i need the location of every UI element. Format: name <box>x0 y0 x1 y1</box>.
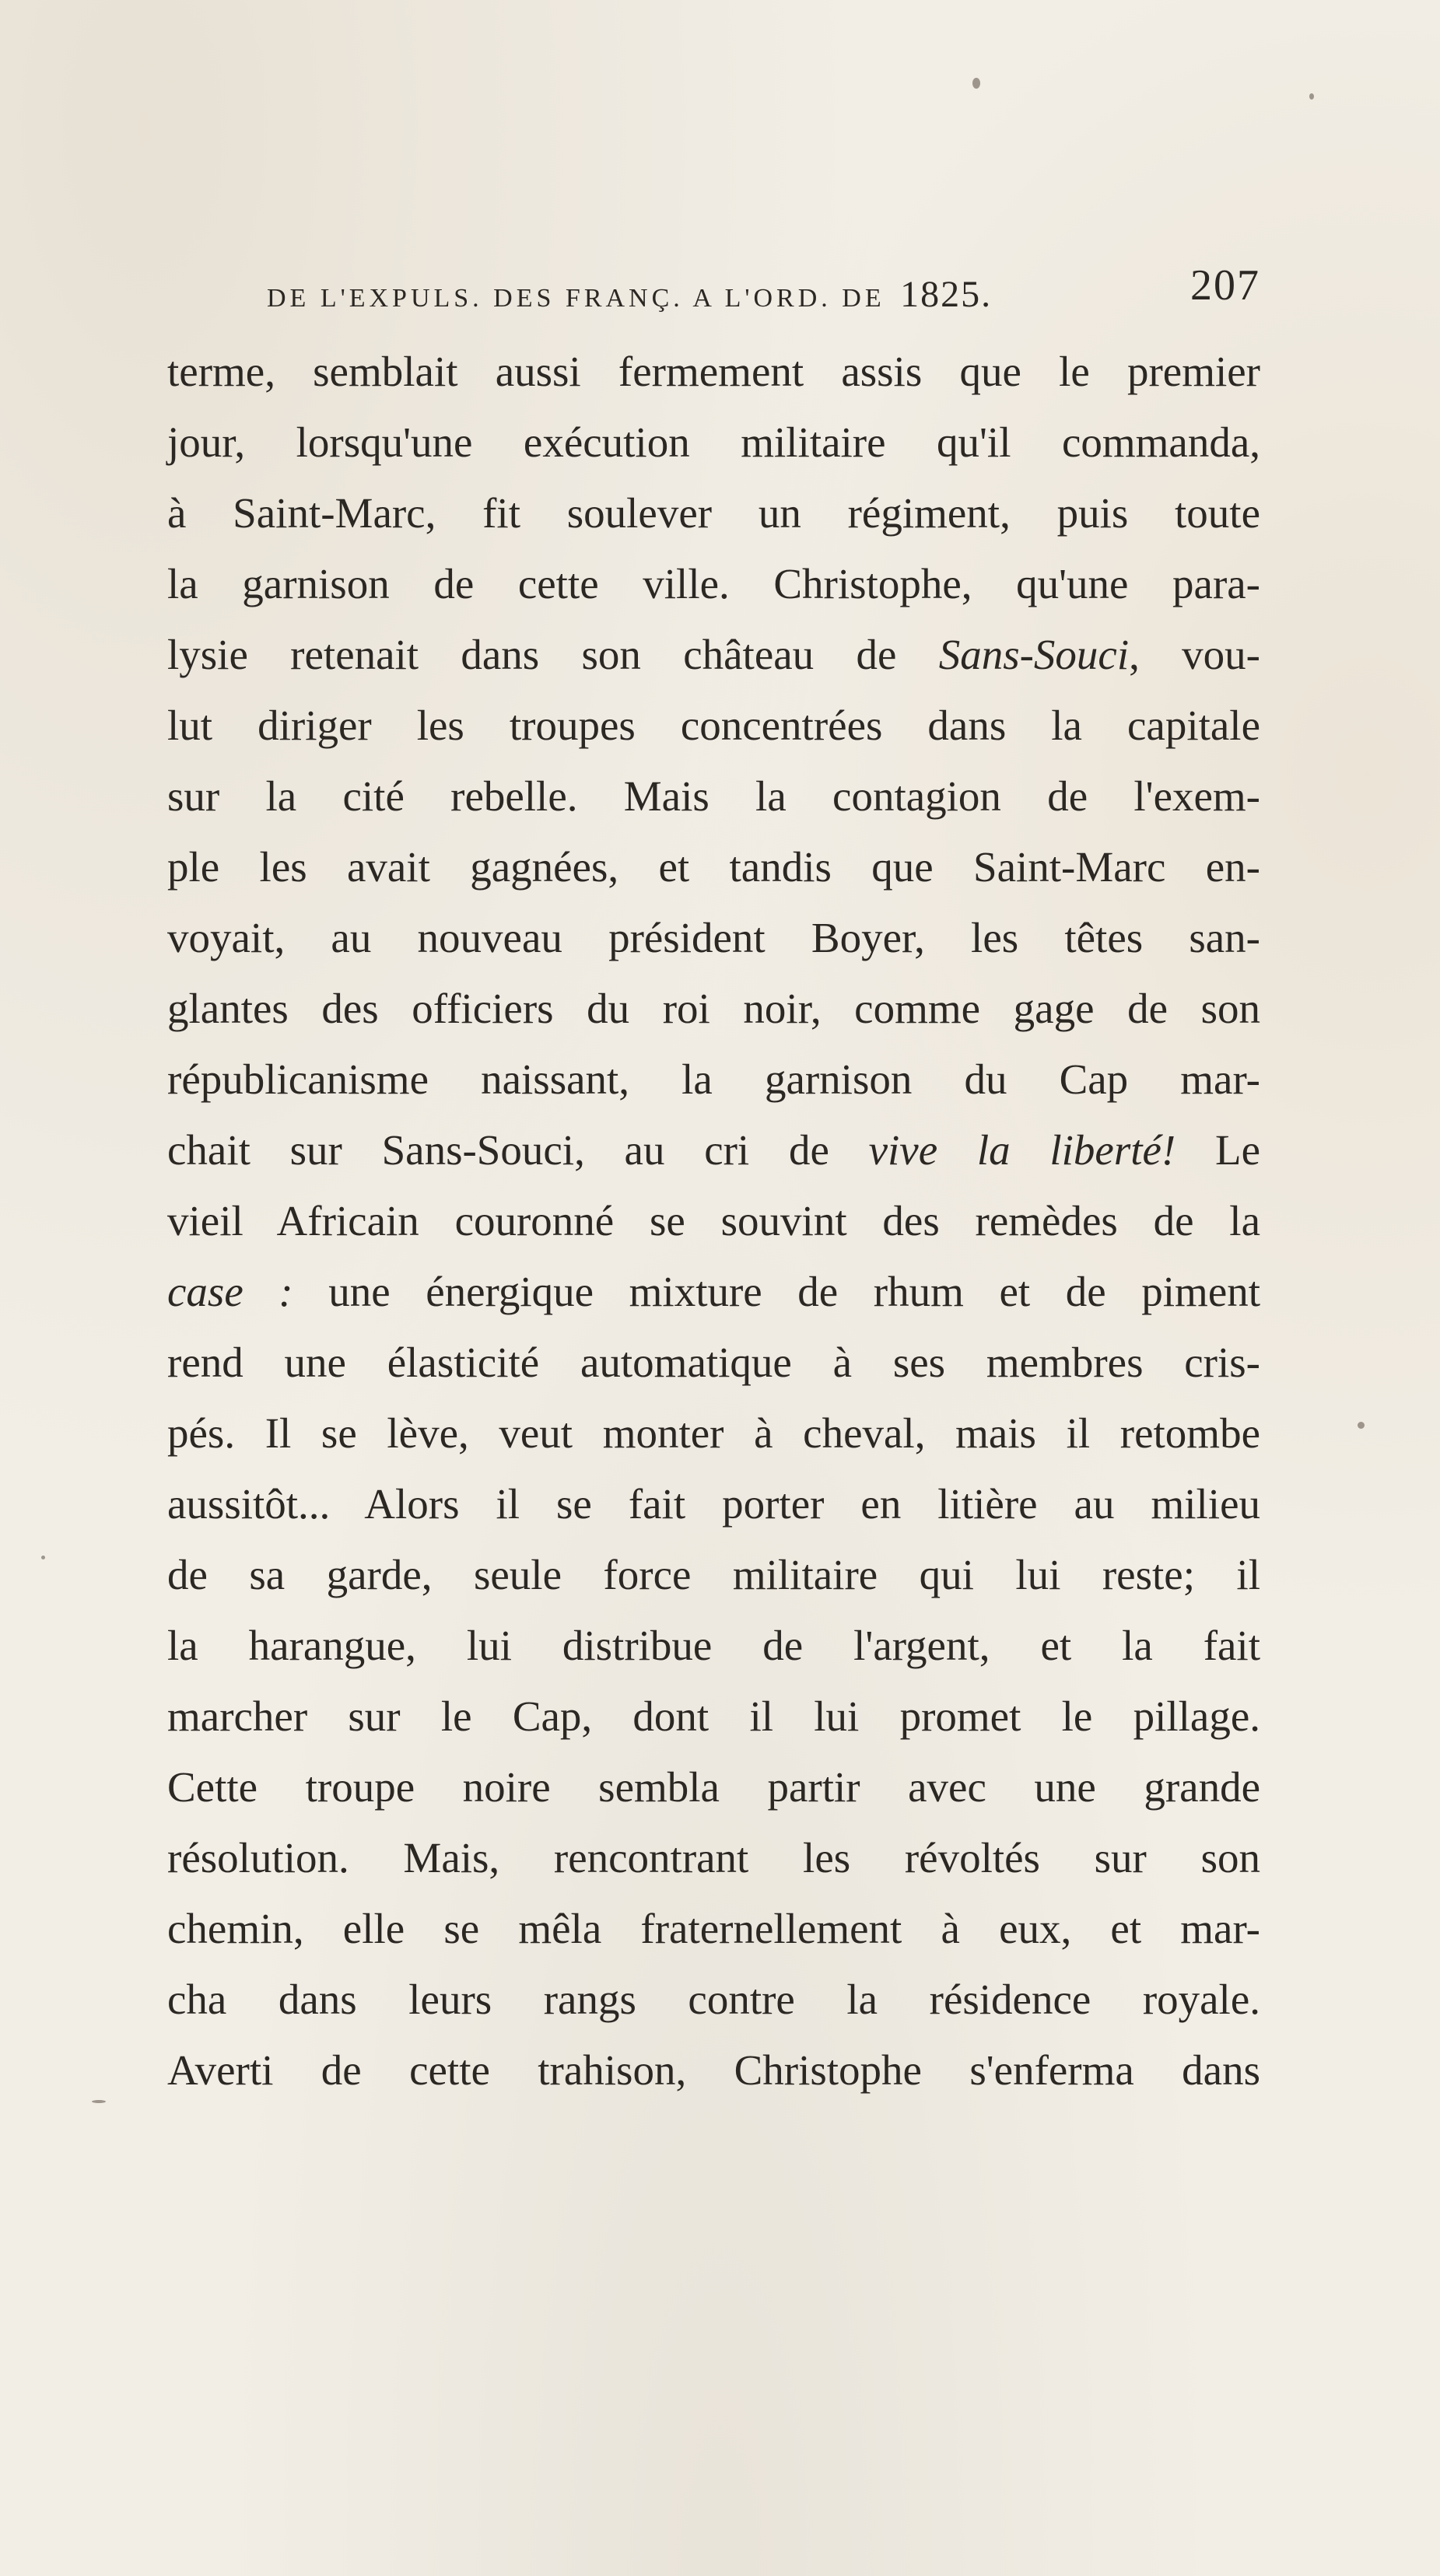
text-span: de sa garde, seule force militaire qui lui reste; il <box>167 1551 1260 1598</box>
text-span: cha dans leurs rangs contre la résidence royale. <box>167 1976 1260 2023</box>
text-span: vieil Africain couronné se souvint des remèdes de la <box>167 1197 1260 1244</box>
text-line <box>167 1964 1260 2035</box>
text-span: ple les avait gagnées, et tandis que Saint-Marc en- <box>167 843 1260 891</box>
text-line <box>167 1752 1260 1822</box>
text-line <box>167 1610 1260 1681</box>
text-line <box>167 1681 1260 1752</box>
text-line <box>167 1115 1260 1185</box>
text-span: la garnison de cette ville. Christophe, qu'une para- <box>167 560 1260 607</box>
running-title-text: DE L'EXPULS. DES FRANÇ. A L'ORD. DE <box>267 284 885 313</box>
text-span: sur la cité rebelle. Mais la contagion de l'exem- <box>167 772 1260 820</box>
text-line <box>167 690 1260 761</box>
text-line <box>167 548 1260 619</box>
text-line <box>167 1539 1260 1610</box>
text-span: la harangue, lui distribue de l'argent, et la fait <box>167 1622 1260 1669</box>
running-title <box>267 273 992 316</box>
text-line <box>167 902 1260 973</box>
text-span: aussitôt... Alors il se fait porter en litière au milieu <box>167 1480 1260 1528</box>
text-line <box>167 1256 1260 1327</box>
text-line <box>167 1468 1260 1539</box>
text-span: , vou- <box>1129 631 1261 678</box>
text-span: résolution. Mais, rencontrant les révoltés sur son <box>167 1834 1260 1881</box>
text-line <box>167 478 1260 548</box>
text-span: une énergique mixture de rhum et de piment <box>293 1268 1261 1315</box>
text-line <box>167 336 1260 407</box>
body-text <box>167 336 1260 2105</box>
text-span: jour, lorsqu'une exécution militaire qu'il commanda, <box>167 418 1260 466</box>
text-line <box>167 761 1260 831</box>
text-span: chemin, elle se mêla fraternellement à eux, et mar- <box>167 1905 1260 1952</box>
text-line <box>167 1044 1260 1115</box>
text-line <box>167 973 1260 1044</box>
italic-text: Sans-Souci <box>938 631 1130 678</box>
text-line <box>167 1893 1260 1964</box>
text-span: rend une élasticité automatique à ses membres cris- <box>167 1339 1260 1386</box>
text-span: chait sur Sans-Souci, au cri de <box>167 1126 869 1174</box>
text-span: Cette troupe noire sembla partir avec une grande <box>167 1763 1260 1811</box>
text-line <box>167 1822 1260 1893</box>
text-line <box>167 1327 1260 1398</box>
text-span: à Saint-Marc, fit soulever un régiment, puis toute <box>167 489 1260 537</box>
text-line <box>167 619 1260 690</box>
running-header <box>175 261 1260 323</box>
text-span: Averti de cette trahison, Christophe s'enferma dans <box>167 2046 1260 2094</box>
italic-text: vive la liberté! <box>868 1126 1176 1174</box>
paper-speck <box>41 1556 45 1559</box>
text-span: républicanisme naissant, la garnison du Cap mar- <box>167 1055 1260 1103</box>
text-line <box>167 1398 1260 1468</box>
text-line <box>167 407 1260 478</box>
text-span: lysie retenait dans son château de <box>167 631 939 678</box>
text-line <box>167 2035 1260 2105</box>
paper-speck <box>972 78 980 89</box>
text-span: lut diriger les troupes concentrées dans la capitale <box>167 702 1260 749</box>
running-title-year: 1825. <box>900 274 993 315</box>
text-span: glantes des officiers du roi noir, comme gage de son <box>167 985 1260 1032</box>
text-span: voyait, au nouveau président Boyer, les têtes san- <box>167 914 1260 961</box>
text-line <box>167 831 1260 902</box>
text-span: pés. Il se lève, veut monter à cheval, mais il retombe <box>167 1409 1260 1457</box>
paper-speck <box>92 2100 106 2103</box>
paper-speck <box>1358 1422 1365 1429</box>
text-line <box>167 1185 1260 1256</box>
page-number: 207 <box>1190 261 1260 310</box>
text-span: marcher sur le Cap, dont il lui promet le pillage. <box>167 1692 1260 1740</box>
italic-text: case : <box>167 1268 293 1315</box>
text-span: terme, semblait aussi fermement assis que le premier <box>167 348 1260 395</box>
paper-speck <box>1309 93 1314 100</box>
text-span: Le <box>1175 1126 1260 1174</box>
